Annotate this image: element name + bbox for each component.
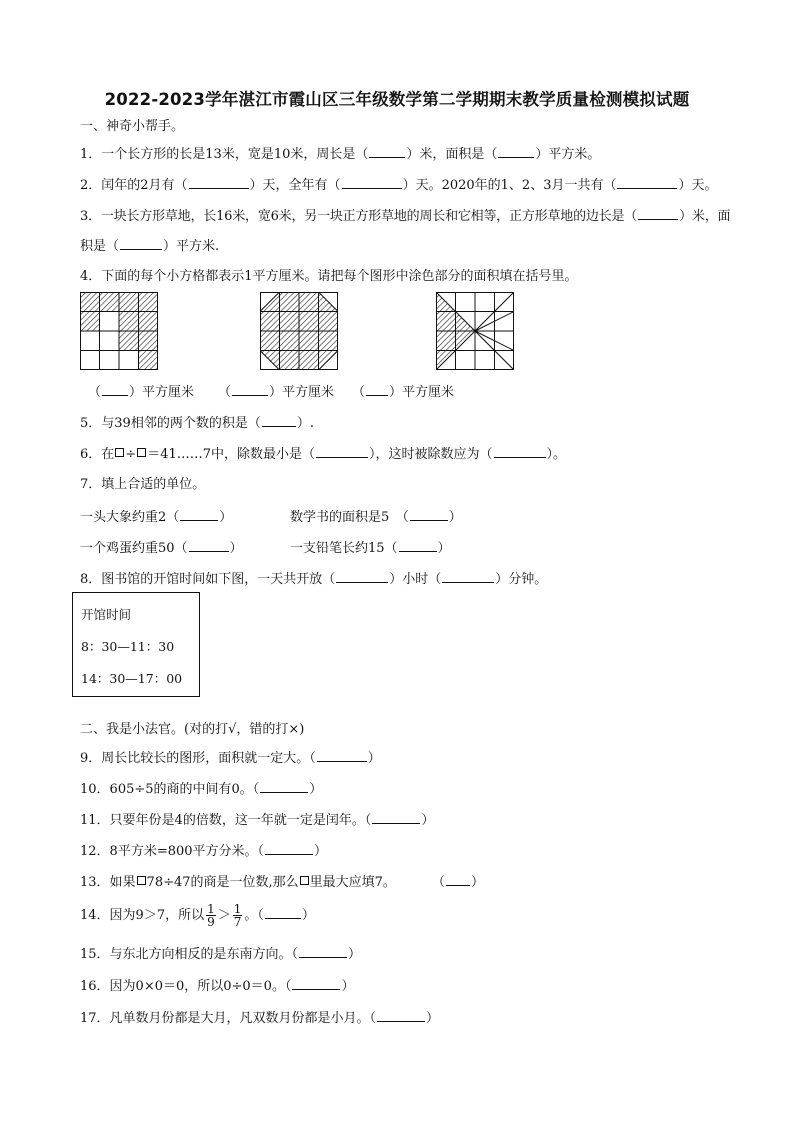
question-11: 11．只要年份是4的倍数，这一年就一定是闰年。（ ） <box>80 810 434 830</box>
answer-blank[interactable] <box>189 175 249 189</box>
question-10: 10．605÷5的商的中间有0。（ ） <box>80 779 322 799</box>
answer-blank[interactable] <box>336 569 388 583</box>
answer-blank[interactable] <box>265 905 301 919</box>
question-5: 5．与39相邻的两个数的积是（ ）. <box>80 413 314 433</box>
answer-blank[interactable] <box>399 538 437 552</box>
page-title: 2022-2023学年湛江市霞山区三年级数学第二学期期末教学质量检测模拟试题 <box>104 90 690 109</box>
answer-blank[interactable] <box>102 382 128 396</box>
grid-answer-3: （ ）平方厘米 <box>352 382 454 402</box>
question-12: 12．8平方米=800平方分米。（ ） <box>80 841 327 861</box>
question-6: 6．在 ÷ ＝41……7中，除数最小是（ ），这时被除数应为（ ）。 <box>80 444 566 464</box>
shaded-grid-3 <box>436 292 514 370</box>
section-heading-2: 二、我是小法官。(对的打√，错的打×) <box>80 722 305 737</box>
section-heading-1: 一、神奇小帮手。 <box>80 119 185 134</box>
question-1: 1．一个长方形的长是13米，宽是10米，周长是（ ）米，面积是（ ）平方米。 <box>80 144 600 164</box>
answer-blank[interactable] <box>410 507 448 521</box>
answer-blank[interactable] <box>232 382 268 396</box>
shaded-grid-2 <box>260 292 338 370</box>
answer-blank[interactable] <box>292 976 340 990</box>
empty-box-icon <box>300 876 309 885</box>
answer-blank[interactable] <box>120 236 162 250</box>
answer-blank[interactable] <box>317 748 367 762</box>
fraction-one-seventh: $\frac{1}{7}$ <box>233 902 242 929</box>
answer-blank[interactable] <box>260 779 308 793</box>
question-14: 14．因为9＞7，所以 $\frac{1}{9}$ ＞ $\frac{1}{7}$ 。（ ） <box>80 902 315 929</box>
question-4: 4．下面的每个小方格都表示1平方厘米。请把每个图形中涂色部分的面积填在括号里。 <box>80 269 578 284</box>
question-7-item: 数学书的面积是5 （ ） <box>290 507 462 527</box>
question-9: 9．周长比较长的图形，面积就一定大。（ ） <box>80 748 381 768</box>
question-7: 7．填上合适的单位。 <box>80 477 206 492</box>
answer-blank[interactable] <box>366 382 388 396</box>
question-3-cont: 积是（ ）平方米. <box>80 236 219 256</box>
question-7-item: 一头大象约重2（ ） <box>80 507 232 527</box>
grid-answer-1: （ ）平方厘米 <box>88 382 194 402</box>
answer-blank[interactable] <box>265 841 313 855</box>
fraction-one-ninth: $\frac{1}{9}$ <box>207 902 215 929</box>
answer-blank[interactable] <box>638 206 678 220</box>
answer-blank[interactable] <box>617 175 677 189</box>
answer-blank[interactable] <box>498 144 534 158</box>
opening-hours-slot: 8：30—11：30 <box>81 639 175 654</box>
question-8: 8．图书馆的开馆时间如下图，一天共开放（ ）小时（ ）分钟。 <box>80 569 547 589</box>
answer-blank[interactable] <box>369 144 405 158</box>
answer-blank[interactable] <box>342 175 402 189</box>
question-3: 3．一块长方形草地，长16米，宽6米，另一块正方形草地的周长和它相等，正方形草地的边长是（ ）米，面 <box>80 206 730 226</box>
question-17: 17．凡单数月份都是大月，凡双数月份都是小月。（ ） <box>80 1008 439 1028</box>
question-16: 16．因为0×0＝0，所以0÷0＝0。（ ） <box>80 976 354 996</box>
opening-hours-slot: 14：30—17：00 <box>81 671 183 686</box>
answer-blank[interactable] <box>446 872 470 886</box>
answer-blank[interactable] <box>262 413 296 427</box>
answer-blank[interactable] <box>442 569 494 583</box>
question-2: 2．闰年的2月有（ ）天，全年有（ ）天。2020年的1、2、3月一共有（ ）天。 <box>80 175 717 195</box>
empty-box-icon <box>115 448 124 457</box>
shaded-grid-1 <box>80 292 158 370</box>
answer-blank[interactable] <box>316 444 368 458</box>
opening-hours-box <box>72 592 200 697</box>
answer-blank[interactable] <box>372 810 420 824</box>
opening-hours-label: 开馆时间 <box>81 607 132 622</box>
answer-blank[interactable] <box>180 507 218 521</box>
empty-box-icon <box>137 876 146 885</box>
question-7-item: 一支铅笔长约15（ ） <box>290 538 451 558</box>
question-13: 13．如果 78÷47的商是一位数,那么 里最大应填7。 （ ） <box>80 872 484 892</box>
grid-answer-2: （ ）平方厘米 <box>218 382 334 402</box>
answer-blank[interactable] <box>299 944 347 958</box>
answer-blank[interactable] <box>189 538 229 552</box>
question-15: 15．与东北方向相反的是东南方向。（ ） <box>80 944 361 964</box>
question-7-item: 一个鸡蛋约重50（ ） <box>80 538 243 558</box>
answer-blank[interactable] <box>377 1008 425 1022</box>
empty-box-icon <box>137 448 146 457</box>
answer-blank[interactable] <box>494 444 546 458</box>
